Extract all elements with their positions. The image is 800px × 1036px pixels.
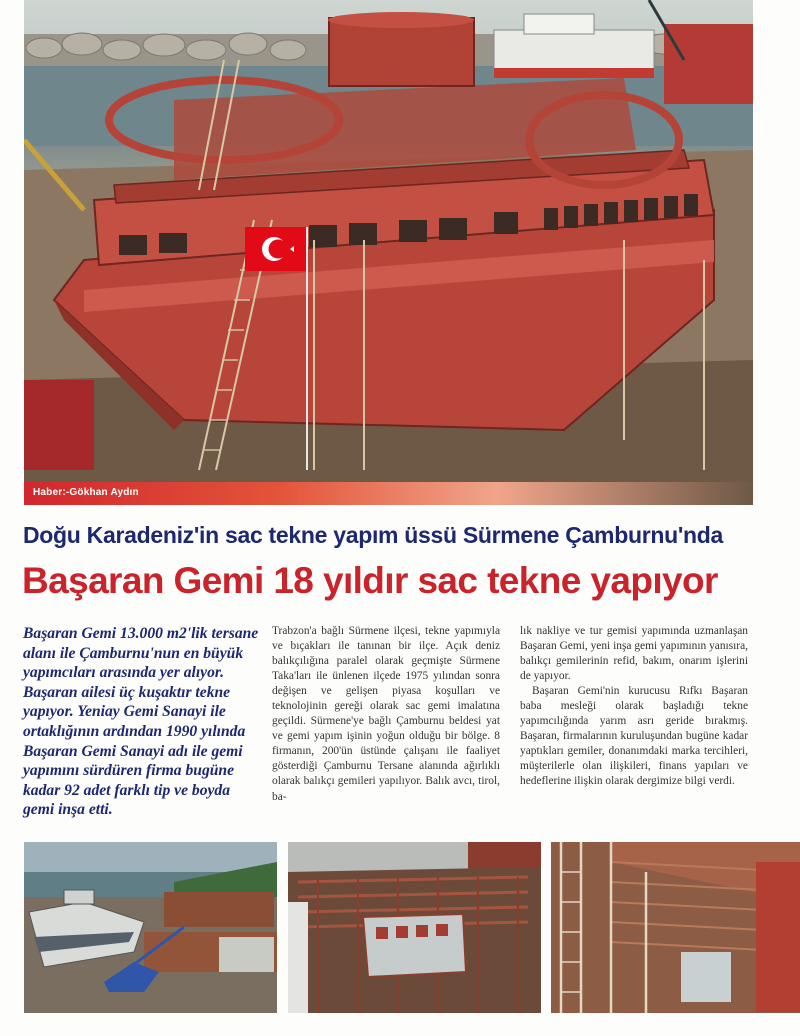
article-lead: Başaran Gemi 13.000 m2'lik tersane alanı ile Çamburnu'nun en büyük yapımcıları arasında yer alıyor. Başaran ailesi üç kuşaktır tekne yapıyor. Yeniay Gemi Sanayi ile ortaklığının ardından 1990 yılında Başaran Gemi Sanayi adı ile gemi yapımını sürdüren firma bugüne kadar 92 adet farklı tip ve boyda gemi inşa etti.	[23, 625, 259, 819]
photo-hull-framing	[288, 842, 541, 1013]
article-column-3	[520, 624, 748, 790]
photo-credit-bar	[24, 482, 753, 505]
photo-credit: Haber:-Gökhan Aydın	[33, 487, 139, 498]
article-headline: Başaran Gemi 18 yıldır sac tekne yapıyor	[22, 560, 718, 601]
paragraph: Trabzon'a bağlı Sürmene ilçesi, tekne yapımıyla ve bıçakları ile tanınan bir ilçe. Açık deniz balıkçılığına paralel olarak geçmişte Sürmene Taka'ları ile ünlenen ilçede 1975 yılından sonra değişen ve gelişen piyasa koşulları ve teknolojinin gereği olarak sac gemi imalatına geçildi. Sürmene'ye bağlı Çamburnu beldesi yat ve gemi yapım işinin yoğun olduğu bir bölge. 8 firmanın, 200'ün üstünde çalışanı ile faaliyet gösterdiği Çamburnu Tersane alanında ağırlıklı olarak balıkçı gemileri yapılıyor. Balık avcı, tirol, ba-	[272, 625, 500, 803]
photo-hull-interior	[551, 842, 800, 1013]
paragraph: lık nakliye ve tur gemisi yapımında uzmanlaşan Başaran Gemi, yeni inşa gemi yapımının yanısıra, balıkçı gemilerinin refid, bakım, onarım işlerini de yapıyor.	[520, 625, 748, 683]
photo-yacht-in-yard	[24, 842, 277, 1013]
hero-photo	[24, 0, 753, 505]
paragraph: Başaran Gemi'nin kurucusu Rıfkı Başaran baba mesleği olarak başladığı tekne yapımcılığında yarım asrı geride bırakmış. Başaran, firmalarının kuruluşundan bugüne kadar yaptıkları gemiler, donanımdaki marka tercihleri, müşterilerle olan ilişkileri, finans yapıları ve hedeflerine ilişkin olarak dergimize bilgi verdi.	[520, 685, 748, 788]
article-kicker: Doğu Karadeniz'in sac tekne yapım üssü Sürmene Çamburnu'nda	[23, 522, 724, 548]
article-column-2	[272, 624, 500, 805]
ship-under-construction-illustration	[24, 0, 753, 505]
